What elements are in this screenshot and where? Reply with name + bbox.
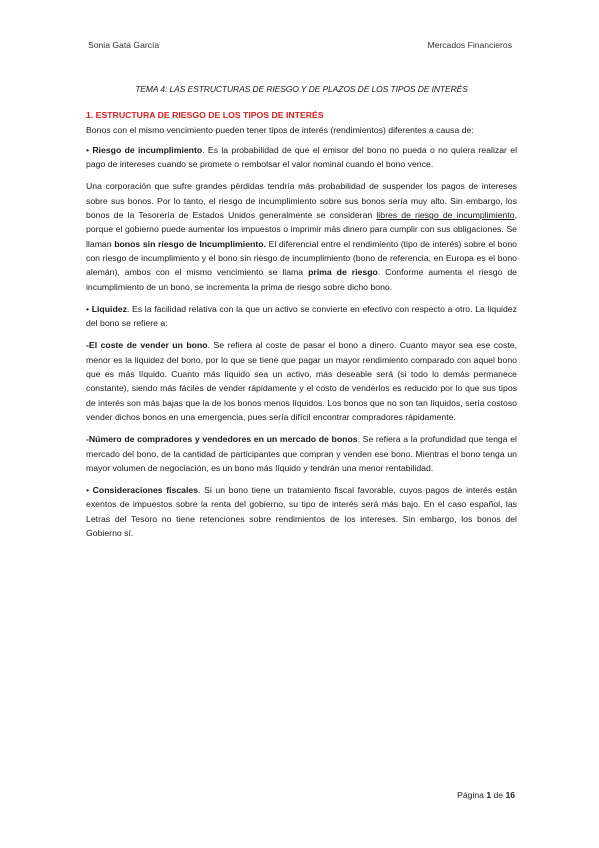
intro-paragraph: Bonos con el mismo vencimiento pueden tener tipos de interés (rendimientos) diferentes a causa de: — [86, 124, 474, 135]
term-riesgo-incumplimiento: Riesgo de incumplimiento — [92, 144, 203, 155]
term-numero-compradores: -Número de compradores y vendedores en un mercado de bonos — [86, 434, 358, 445]
paragraph-coste-vender — [86, 338, 517, 424]
term-coste-vender: -El coste de vender un bono — [86, 340, 208, 351]
underlined-term: libres de riesgo de incumplimiento — [376, 210, 515, 221]
of-label: de — [493, 790, 504, 800]
bullet: • — [86, 303, 92, 314]
term-consideraciones-fiscales: Consideraciones fiscales — [92, 485, 199, 496]
paragraph-text: . Si un bono tiene un tratamiento fiscal favorable, cuyos pagos de interés están exentos de impuestos sobre la renta del gobierno, su tipo de interés será más bajo. En el caso español, las Letras del Tesoro no tiene retenciones sobre rendimientos de los intereses. Sin embargo, los bonos del Gobierno sí. — [86, 485, 517, 539]
page-number: 1 — [486, 790, 492, 800]
paragraph-liquidez — [86, 302, 517, 331]
paragraph-consideraciones-fiscales — [86, 483, 517, 540]
document-body — [86, 82, 517, 548]
header-course: Mercados Financieros — [427, 40, 512, 50]
term-prima-de-riesgo: prima de riesgo — [308, 267, 378, 278]
paragraph-text: , porque el gobierno puede aumentar los impuestos o imprimir más dinero para cumplir con sus obligaciones. Se llaman — [86, 210, 518, 249]
page-total: 16 — [505, 790, 515, 800]
section-heading: 1. ESTRUCTURA DE RIESGO DE LOS TIPOS DE INTERÉS — [86, 110, 324, 121]
page-label: Página — [457, 790, 484, 800]
paragraph-text: Una corporación que sufre grandes pérdidas tendría más probabilidad de suspender los pagos de intereses sobre sus bonos. Por lo tanto, el riesgo de incumplimiento sobre sus bonos sería muy alto. Sin embargo, los bonos de la Tesorería de Estados Unidos generalmente se consideran — [86, 181, 517, 221]
paragraph-text: . Se refiera a la profundidad que tenga el mercado del bono, de la cantidad de participantes que compran y venden ese bono. Mientras el bono tenga un mayor volumen de negociación, es un bono más líquido y tendrán una menor rentabilidad. — [86, 434, 517, 473]
page-footer — [457, 790, 515, 800]
bullet: • — [86, 485, 93, 496]
paragraph-corporacion — [86, 179, 517, 293]
paragraph-riesgo-incumplimiento — [86, 143, 517, 172]
document-title: TEMA 4: LAS ESTRUCTURAS DE RIESGO Y DE PLAZOS DE LOS TIPOS DE INTERÉS — [135, 84, 468, 94]
paragraph-text: . Conforme aumenta el riesgo de incumplimiento de un bono, se incrementa la prima de riesgo sobre dicho bono. — [86, 267, 517, 292]
header-author: Sonia Gata García — [88, 40, 160, 50]
paragraph-text: El diferencial entre el rendimiento (tipo de interés) sobre el bono con riesgo de incumplimiento y el bono sin riesgo de incumplimiento (bono de referencia, en Europa es el bono alemán), ambos con el mismo vencimiento se llama — [86, 238, 517, 278]
paragraph-text: . Es la facilidad relativa con la que un activo se convierte en efectivo con respecto a otro. La liquidez del bono se refiere a: — [86, 303, 517, 329]
term-liquidez: Liquidez — [91, 303, 127, 314]
term-bonos-sin-riesgo: bonos sin riesgo de Incumplimiento. — [114, 238, 266, 249]
paragraph-numero-compradores — [86, 432, 517, 475]
bullet: • — [86, 144, 93, 155]
paragraph-text: . Se refiera al coste de pasar el bono a dinero. Cuanto mayor sea ese coste, menor es la liquidez del bono, por lo que se tiene que pagar un mayor rendimiento comparado con aquel bono que es más líquido. Cuanto más líquido sea un activo, más deseable será (si todo lo demás permanece constante), siendo más fáciles de vender rápidamente y el costo de venderlos es reducido por lo que sus tipos de interés son más bajas que la de los bonos menos líquidos. Los bonos que no son tan líquidos, sería costoso vender dichos bonos en una emergencia, pues sería difícil encontrar compradores rápidamente. — [86, 340, 517, 422]
paragraph-text: . Es la probabilidad de que el emisor del bono no pueda o no quiera realizar el pago de intereses cuando se promete o rembolsar el valor nominal cuando el bono vence. — [86, 144, 517, 170]
